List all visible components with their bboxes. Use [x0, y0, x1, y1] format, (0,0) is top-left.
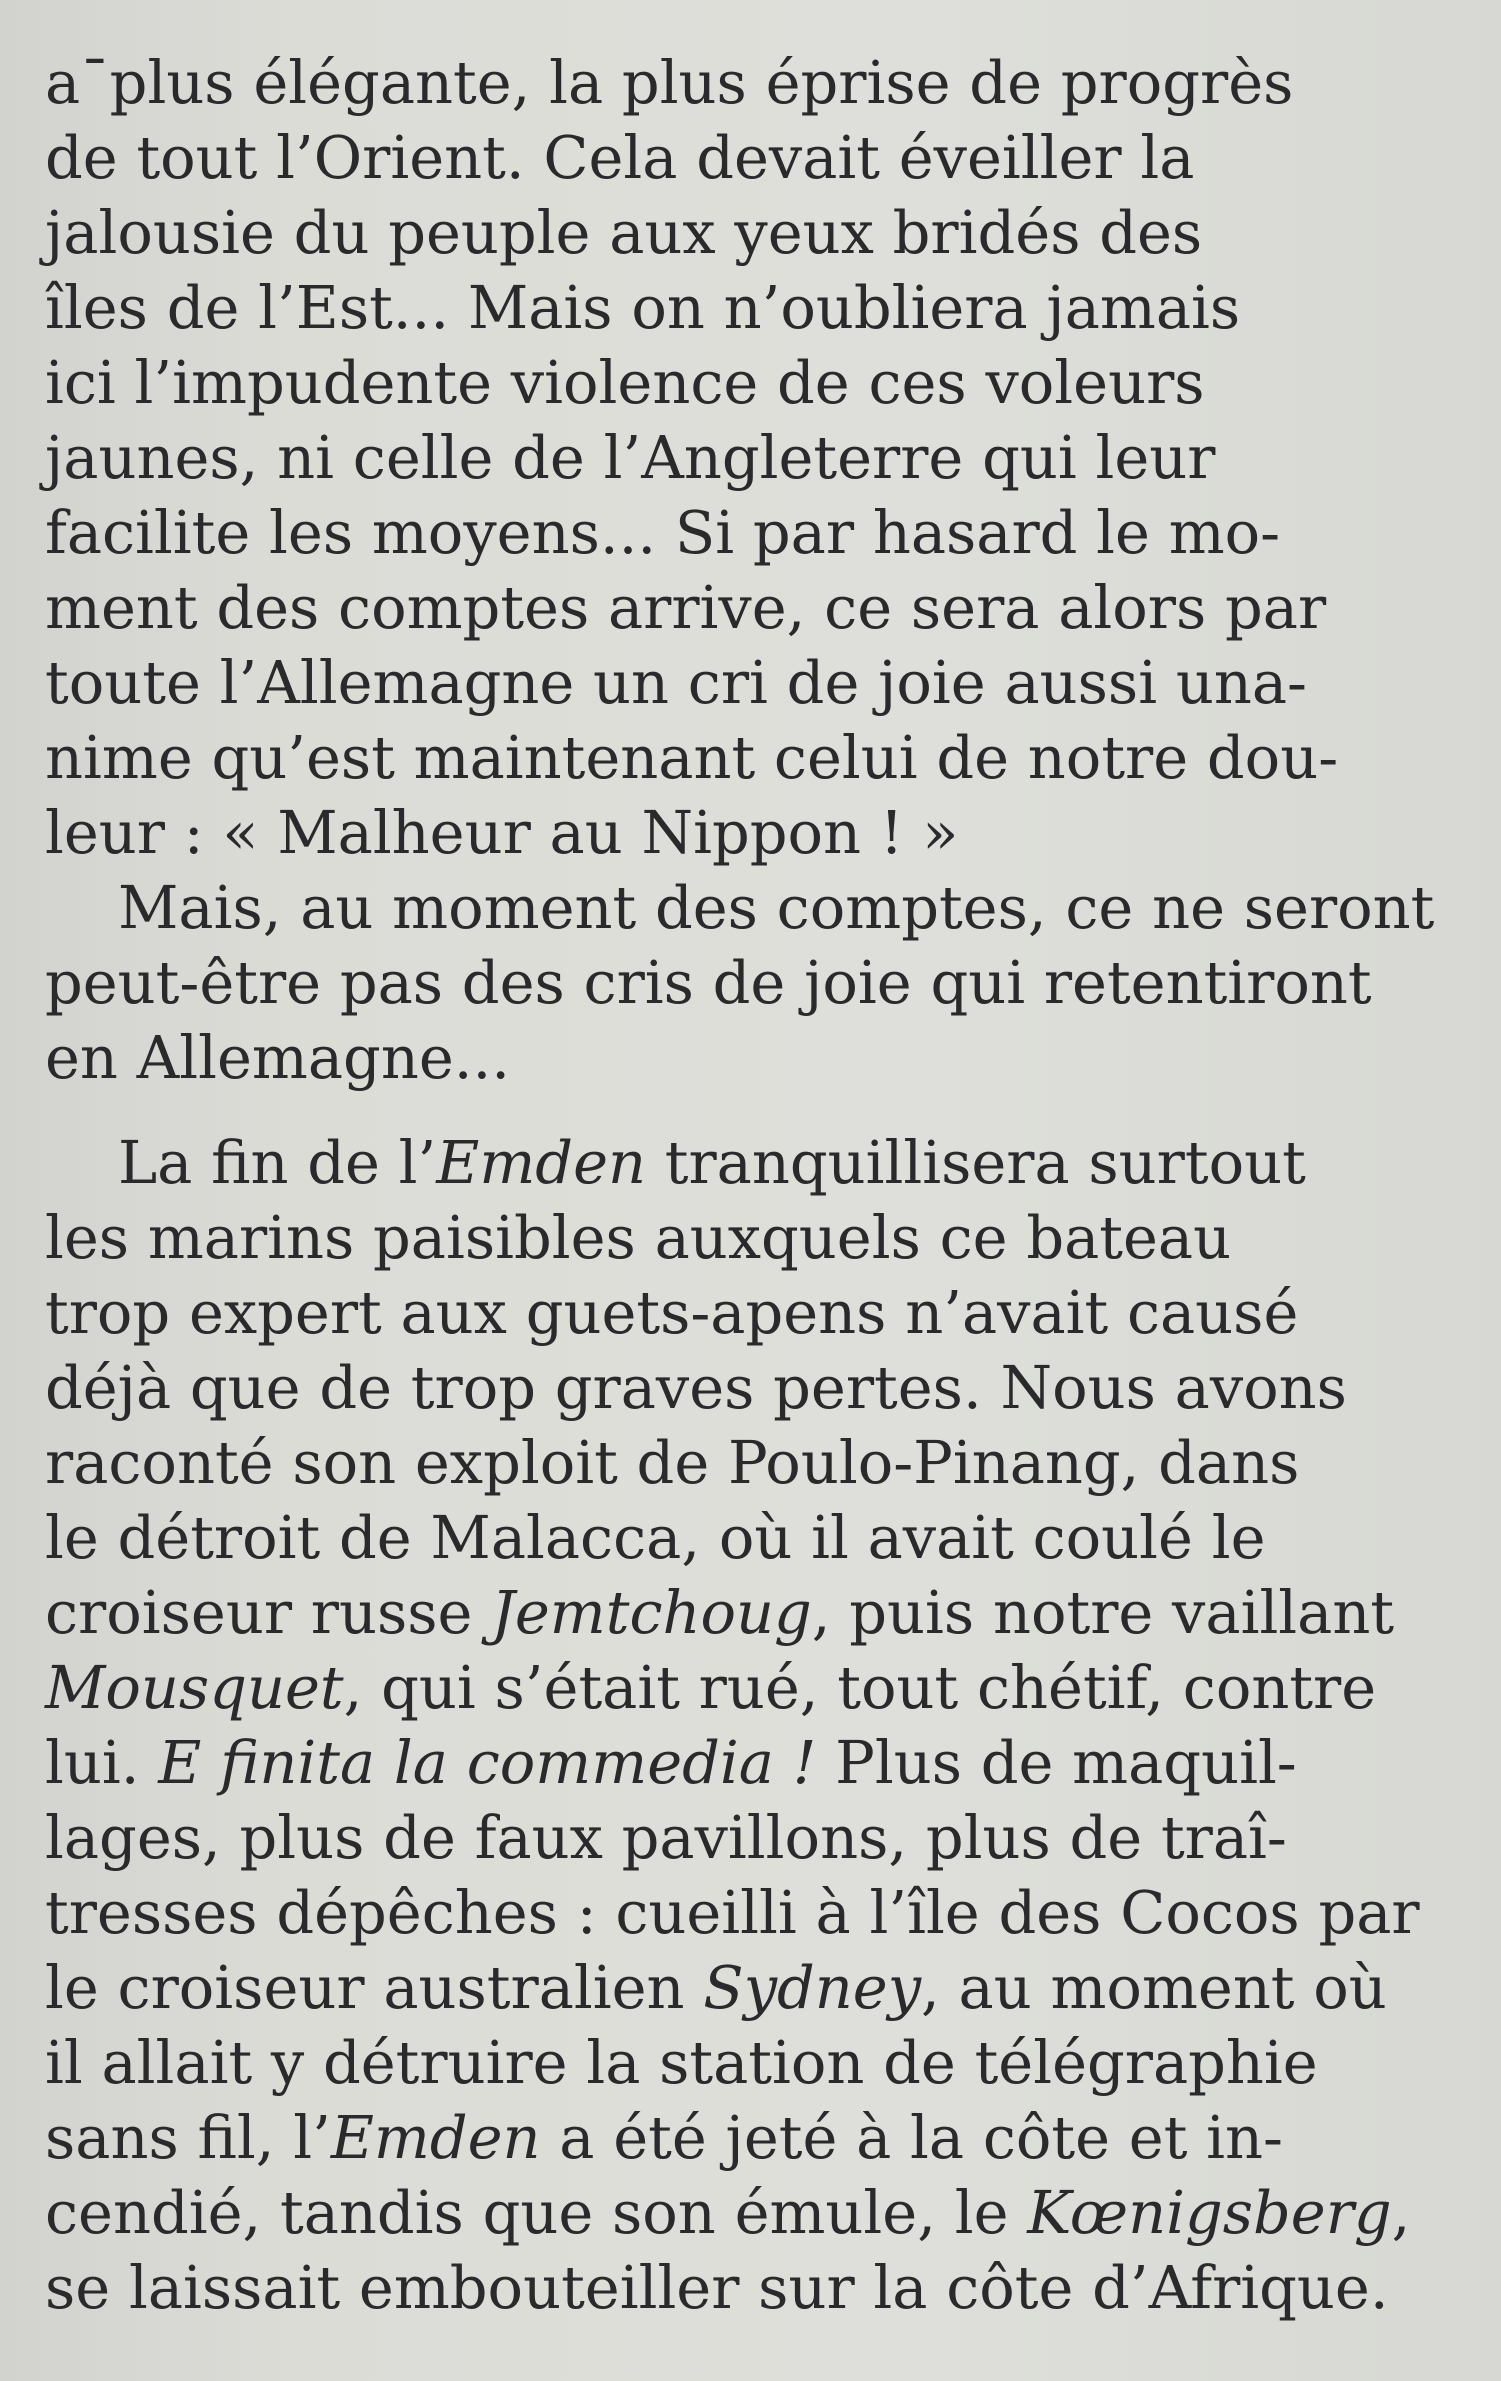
text-line — [45, 720, 1338, 795]
ship-name-sydney: Sydney — [703, 1953, 922, 2022]
text-line — [45, 1950, 1387, 2025]
text-line — [45, 1275, 1298, 1350]
text-run: ici l’impudente violence de ces voleurs — [45, 348, 1205, 417]
text-line — [45, 2025, 1318, 2100]
text-line — [45, 1350, 1347, 1425]
text-line — [45, 1500, 1266, 1575]
text-line — [45, 1200, 1231, 1275]
text-line — [45, 1800, 1287, 1875]
text-line — [45, 2250, 1389, 2325]
text-run: se laissait embouteiller sur la côte d’Afrique. — [45, 2253, 1389, 2322]
text-run: raconté son exploit de Poulo-Pinang, dans — [45, 1428, 1300, 1497]
text-line — [45, 120, 1194, 195]
ship-name-mousquet: Mousquet — [45, 1653, 344, 1722]
ship-name-koenigsberg: Kœnigsberg — [1027, 2178, 1392, 2247]
text-run: jalousie du peuple aux yeux bridés des — [45, 198, 1203, 267]
text-line — [45, 2100, 1283, 2175]
text-line — [45, 2175, 1410, 2250]
text-run: il allait y détruire la station de télégraphie — [45, 2028, 1318, 2097]
text-run: ment des comptes arrive, ce sera alors par — [45, 573, 1327, 642]
text-line — [45, 1575, 1394, 1650]
text-line — [45, 1020, 510, 1095]
text-run: a¯plus élégante, la plus éprise de progrès — [45, 48, 1294, 117]
text-run: croiseur russe — [45, 1578, 492, 1647]
text-run: sans fil, l’ — [45, 2103, 331, 2172]
text-line — [45, 645, 1307, 720]
text-run: nime qu’est maintenant celui de notre dou- — [45, 723, 1339, 792]
text-line — [45, 495, 1280, 570]
text-line — [45, 1875, 1420, 1950]
text-line — [45, 795, 958, 870]
text-line — [45, 270, 1240, 345]
text-line — [45, 570, 1326, 645]
text-run: lages, plus de faux pavillons, plus de traî- — [45, 1803, 1287, 1872]
text-run: tranquillisera surtout — [645, 1128, 1306, 1197]
text-line — [45, 1725, 1297, 1800]
text-run: Plus de maquil- — [816, 1728, 1297, 1797]
ship-name-emden: Emden — [330, 2103, 541, 2172]
text-line — [118, 870, 1434, 945]
text-run: de tout l’Orient. Cela devait éveiller la — [45, 123, 1195, 192]
text-run: Mais, au moment des comptes, ce ne seront — [118, 873, 1435, 942]
text-run: les marins paisibles auxquels ce bateau — [45, 1203, 1232, 1272]
text-line — [45, 1650, 1376, 1725]
text-run: cendié, tandis que son émule, le — [45, 2178, 1028, 2247]
text-run: le croiseur australien — [45, 1953, 704, 2022]
text-run: La fin de l’ — [118, 1128, 437, 1197]
italic-phrase: E finita la commedia ! — [158, 1728, 817, 1797]
text-line — [118, 1125, 1306, 1200]
text-line — [45, 1425, 1299, 1500]
text-line — [45, 195, 1202, 270]
text-line — [45, 345, 1205, 420]
text-run: le détroit de Malacca, où il avait coulé le — [45, 1503, 1266, 1572]
text-run: trop expert aux guets-apens n’avait causé — [45, 1278, 1299, 1347]
text-run: , puis notre vaillant — [811, 1578, 1395, 1647]
text-run: a été jeté à la côte et in- — [540, 2103, 1283, 2172]
text-run: tresses dépêches : cueilli à l’île des Cocos par — [45, 1878, 1420, 1947]
text-run: facilite les moyens... Si par hasard le mo- — [45, 498, 1281, 567]
text-run: , — [1391, 2178, 1411, 2247]
ship-name-emden: Emden — [436, 1128, 646, 1197]
text-run: leur : « Malheur au Nippon ! » — [45, 798, 959, 867]
text-run: , au moment où — [921, 1953, 1387, 2022]
text-run: îles de l’Est... Mais on n’oubliera jamais — [45, 273, 1241, 342]
text-run: toute l’Allemagne un cri de joie aussi una- — [45, 648, 1307, 717]
text-run: peut-être pas des cris de joie qui retentiront — [45, 948, 1372, 1017]
text-run: , qui s’était rué, tout chétif, contre — [343, 1653, 1377, 1722]
text-run: en Allemagne... — [45, 1023, 510, 1092]
text-run: lui. — [45, 1728, 159, 1797]
text-line — [45, 420, 1215, 495]
text-line — [45, 45, 1293, 120]
text-run: déjà que de trop graves pertes. Nous avons — [45, 1353, 1347, 1422]
text-line — [45, 945, 1372, 1020]
text-run: jaunes, ni celle de l’Angleterre qui leur — [45, 423, 1216, 492]
ship-name-jemtchoug: Jemtchoug — [491, 1578, 812, 1647]
